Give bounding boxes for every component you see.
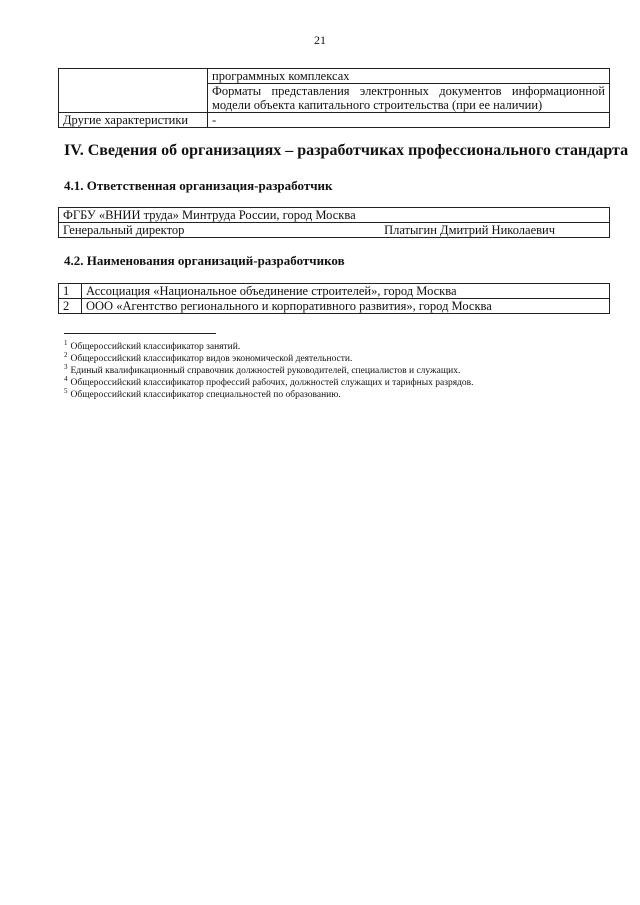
developer-name: Ассоциация «Национальное объединение строителей», город Москва	[82, 284, 610, 299]
footnote-text: Единый квалификационный справочник должностей руководителей, специалистов и служащих.	[70, 366, 461, 376]
table-row	[59, 113, 610, 128]
footnote-number: 3	[64, 362, 68, 371]
formats-line-2: модели объекта капитального строительства (при ее наличии)	[212, 98, 543, 112]
footnote-number: 5	[64, 386, 68, 395]
table-row	[59, 284, 610, 299]
table-cell	[208, 84, 610, 113]
director-name: Платыгин Дмитрий Николаевич	[384, 223, 555, 237]
table-row	[59, 223, 610, 238]
developers-heading: 4.2. Наименования организаций-разработчиков	[64, 253, 345, 268]
table-cell-label: Другие характеристики	[59, 113, 208, 128]
footnote	[64, 338, 604, 353]
footnote-text: Общероссийский классификатор профессий рабочих, должностей служащих и тарифных разрядов.	[70, 378, 474, 388]
table-cell-empty	[59, 69, 208, 113]
director-position: Генеральный директор	[63, 223, 185, 237]
developers-table	[58, 283, 610, 314]
formats-line-1: Форматы представления электронных документов информационной	[212, 84, 605, 98]
footnote-divider	[64, 333, 216, 334]
footnotes	[64, 338, 604, 401]
footnote-text: Общероссийский классификатор занятий.	[70, 342, 241, 352]
responsible-org-heading: 4.1. Ответственная организация-разработчик	[64, 178, 333, 193]
footnote-text: Общероссийский классификатор видов экономической деятельности.	[70, 354, 353, 364]
footnote-number: 4	[64, 374, 68, 383]
row-number: 1	[59, 284, 82, 299]
table-row	[59, 299, 610, 314]
table-row	[59, 69, 610, 84]
table-cell: -	[208, 113, 610, 128]
footnote	[64, 374, 604, 389]
director-cell	[59, 223, 610, 238]
footnote	[64, 386, 604, 401]
table-cell: программных комплексах	[208, 69, 610, 84]
developer-name: ООО «Агентство регионального и корпоративного развития», город Москва	[82, 299, 610, 314]
footnote	[64, 362, 604, 377]
page-number: 21	[314, 33, 326, 47]
section-title: IV. Сведения об организациях – разработчиках профессионального стандарта	[64, 142, 629, 159]
footnote-number: 2	[64, 350, 68, 359]
table-row	[59, 208, 610, 223]
footnote-number: 1	[64, 338, 68, 347]
footnote-text: Общероссийский классификатор специальностей по образованию.	[70, 390, 341, 400]
footnote	[64, 350, 604, 365]
responsible-org-table	[58, 207, 610, 238]
row-number: 2	[59, 299, 82, 314]
org-name-cell: ФГБУ «ВНИИ труда» Минтруда России, город Москва	[59, 208, 610, 223]
characteristics-table	[58, 68, 610, 128]
